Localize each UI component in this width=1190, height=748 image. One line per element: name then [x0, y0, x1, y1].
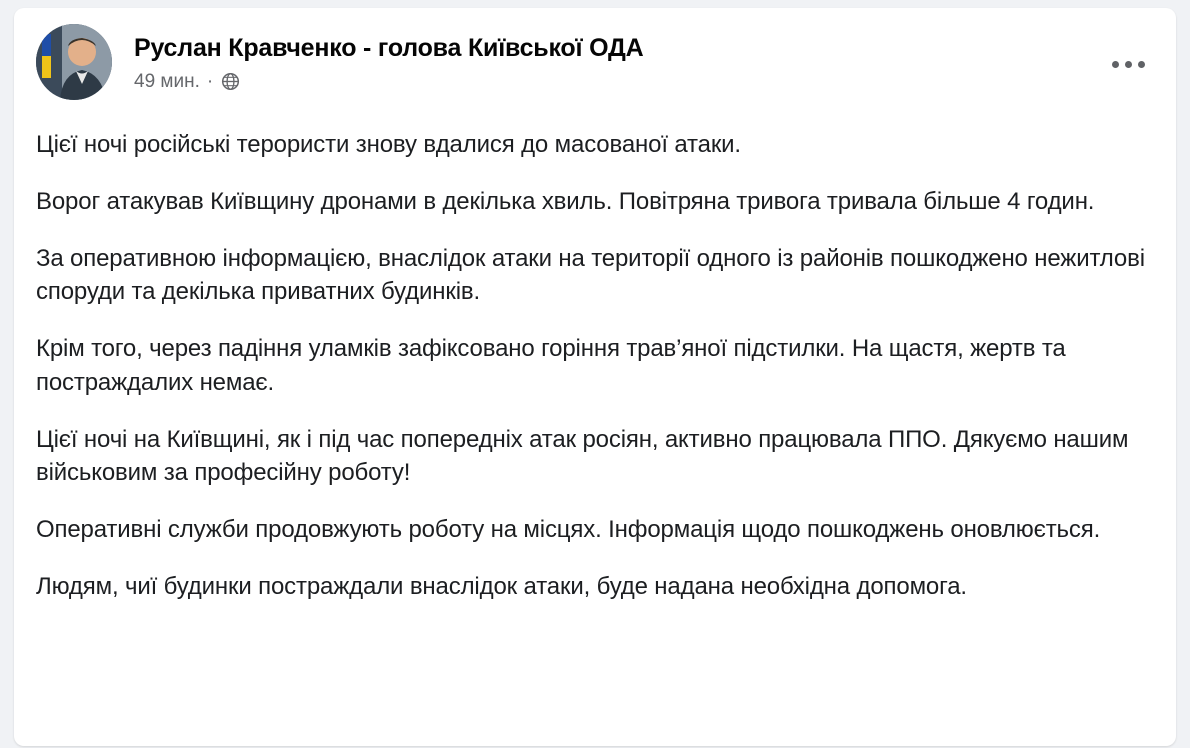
post-timestamp[interactable]: 49 мин.: [134, 70, 200, 92]
post-header: [36, 22, 1154, 114]
globe-icon[interactable]: [220, 72, 240, 92]
post-paragraph: За оперативною інформацією, внаслідок атаки на території одного із районів пошкоджено нежитлові споруди та декілька приватних будинків.: [36, 245, 1145, 306]
more-dot: [1112, 61, 1119, 68]
post-header-text: [134, 22, 1154, 93]
post-paragraph: Цієї ночі на Київщині, як і під час попередніх атак росіян, активно працювала ППО. Дякуємо нашим військовим за професійну роботу!: [36, 425, 1129, 486]
more-options-icon[interactable]: [1106, 46, 1150, 82]
post-body: [36, 128, 1154, 603]
more-dot: [1138, 61, 1145, 68]
post-paragraph: Крім того, через падіння уламків зафіксовано горіння трав’яної підстилки. На щастя, жертв та постраждалих немає.: [36, 335, 1066, 396]
meta-separator: ·: [206, 70, 214, 92]
post-card: [14, 8, 1176, 746]
post-paragraph: Оперативні служби продовжують роботу на місцях. Інформація щодо пошкоджень оновлюється.: [36, 515, 1101, 543]
post-paragraph: Ворог атакував Київщину дронами в декілька хвиль. Повітряна тривога тривала більше 4 годин.: [36, 188, 1095, 216]
post-paragraph: Людям, чиї будинки постраждали внаслідок атаки, буде надана необхідна допомога.: [36, 572, 967, 600]
author-name[interactable]: Руслан Кравченко - голова Київської ОДА: [134, 34, 644, 62]
avatar[interactable]: [36, 24, 112, 100]
more-dot: [1125, 61, 1132, 68]
post-paragraph: Цієї ночі російські терористи знову вдалися до масованої атаки.: [36, 131, 741, 158]
post-meta: [134, 71, 1154, 93]
